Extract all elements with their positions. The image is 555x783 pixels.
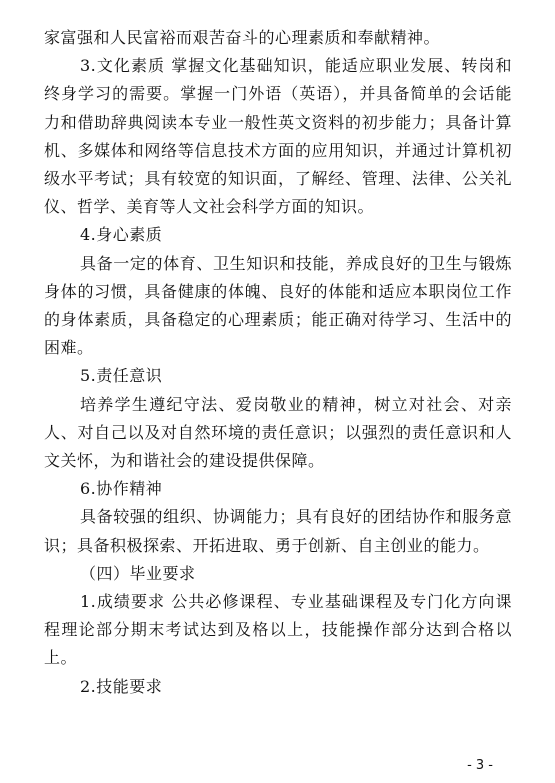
heading-physical-mental-quality: 4.身心素质: [80, 225, 163, 245]
heading-skill-requirements: 2.技能要求: [80, 676, 163, 696]
page-number: - 3 -: [467, 758, 493, 773]
paragraph-physical-mental-quality: 具备一定的体育、卫生知识和技能，养成良好的卫生与锻炼身体的习惯，具备健康的体魄、良好的体能和适应本职岗位工作的身体素质，具备稳定的心理素质；能正确对待学习、生活中的困难。: [44, 253, 512, 358]
paragraph-cultural-quality: 3.文化素质 掌握文化基础知识，能适应职业发展、转岗和终身学习的需要。掌握一门外语（英语），并具备简单的会话能力和借助辞典阅读本专业一般性英文资料的初步能力；具备计算机、多媒体和网络等信息技术方面的应用知识，并通过计算机初级水平考试；具有较宽的知识面，了解经、管理、法律、公关礼仪、哲学、美育等人文社会科学方面的知识。: [44, 56, 512, 217]
heading-graduation-requirements: （四）毕业要求: [80, 563, 196, 583]
document-body: [44, 24, 512, 701]
paragraph-continuation: 家富强和人民富裕而艰苦奋斗的心理素质和奉献精神。: [44, 28, 441, 47]
paragraph-cooperation: 具备较强的组织、协调能力；具有良好的团结协作和服务意识；具备积极探索、开拓进取、勇于创新、自主创业的能力。: [44, 507, 512, 555]
heading-responsibility: 5.责任意识: [80, 366, 163, 386]
paragraph-grade-requirements: 1.成绩要求 公共必修课程、专业基础课程及专门化方向课程理论部分期末考试达到及格以上，技能操作部分达到合格以上。: [44, 592, 512, 668]
heading-cooperation: 6.协作精神: [80, 479, 163, 499]
paragraph-responsibility: 培养学生遵纪守法、爱岗敬业的精神，树立对社会、对亲人、对自己以及对自然环境的责任意识；以强烈的责任意识和人文关怀，为和谐社会的建设提供保障。: [44, 394, 512, 471]
